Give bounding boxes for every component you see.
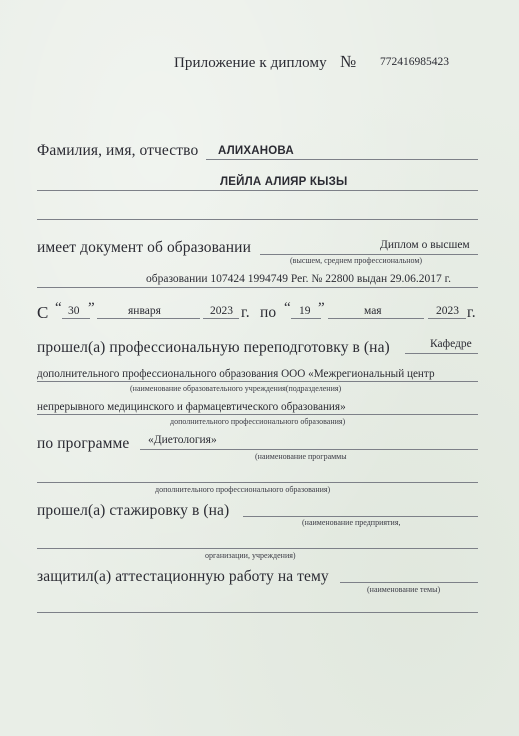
fio-label: Фамилия, имя, отчество — [37, 142, 199, 159]
fio-line-3 — [37, 219, 478, 220]
internship-line-2 — [37, 548, 478, 549]
from-year-line — [203, 318, 239, 319]
fio-line-2 — [37, 190, 478, 191]
retraining-line-3 — [37, 414, 478, 415]
to-quote-open: “ — [284, 300, 291, 316]
to-day-line — [291, 318, 321, 319]
education-label: имеет документ об образовании — [37, 239, 251, 256]
number-sign: № — [340, 52, 357, 71]
thesis-label: защитил(а) аттестационную работу на тему — [37, 568, 329, 585]
year-suffix-1: г. — [241, 304, 250, 321]
program-value: «Диетология» — [148, 434, 217, 446]
retraining-value-1: Кафедре — [430, 338, 472, 350]
program-line-2 — [37, 482, 478, 483]
to-prefix: по — [260, 304, 277, 321]
fio-name: ЛЕЙЛА АЛИЯР КЫЗЫ — [220, 176, 348, 188]
from-prefix: С — [37, 303, 49, 322]
retraining-hint-2: дополнительного профессионального образования) — [170, 417, 346, 426]
from-quote-open: “ — [55, 300, 62, 316]
thesis-hint: (наименование темы) — [367, 585, 441, 594]
retraining-label: прошел(а) профессиональную переподготовку в (на) — [37, 339, 390, 356]
to-month-line — [328, 318, 424, 319]
internship-label: прошел(а) стажировку в (на) — [37, 502, 230, 519]
retraining-line-1 — [405, 353, 478, 354]
retraining-line-2 — [37, 381, 478, 382]
education-line-2 — [37, 287, 478, 288]
program-line-1 — [140, 449, 478, 450]
internship-line-1 — [243, 516, 478, 517]
to-year: 2023 — [436, 305, 459, 317]
internship-hint-2: организации, учреждения) — [205, 551, 296, 560]
from-day: 30 — [68, 305, 80, 317]
to-quote-close: ” — [318, 300, 325, 316]
thesis-line-2 — [37, 612, 478, 613]
retraining-value-2: дополнительного профессионального образования ООО «Межрегиональный центр — [37, 368, 435, 380]
to-year-line — [428, 318, 466, 319]
to-day: 19 — [299, 305, 311, 317]
from-month-line — [97, 318, 200, 319]
from-quote-close: ” — [88, 300, 95, 316]
retraining-value-3: непрерывного медицинского и фармацевтического образования» — [37, 401, 346, 413]
program-label: по программе — [37, 435, 130, 452]
education-line-1 — [260, 254, 478, 255]
to-month: мая — [364, 305, 382, 317]
header-title: Приложение к диплому — [174, 55, 327, 71]
year-suffix-2: г. — [467, 304, 476, 321]
fio-surname: АЛИХАНОВА — [218, 145, 294, 157]
program-hint-1: (наименование программы — [255, 452, 347, 461]
internship-hint-1: (наименование предприятия, — [302, 518, 401, 527]
thesis-line-1 — [340, 582, 478, 583]
education-value-1: Диплом о высшем — [380, 239, 470, 251]
retraining-hint-1: (наименование образовательного учреждения(подразделения) — [130, 384, 342, 393]
from-day-line — [62, 318, 90, 319]
program-hint-2: дополнительного профессионального образования) — [155, 485, 331, 494]
from-month: января — [128, 305, 161, 317]
from-year: 2023 — [210, 305, 233, 317]
education-hint: (высшем, среднем профессиональном) — [290, 256, 423, 265]
education-value-2: образовании 107424 1994749 Рег. № 22800 выдан 29.06.2017 г. — [146, 273, 451, 285]
diploma-number: 772416985423 — [380, 56, 449, 68]
fio-line-1 — [206, 159, 478, 160]
